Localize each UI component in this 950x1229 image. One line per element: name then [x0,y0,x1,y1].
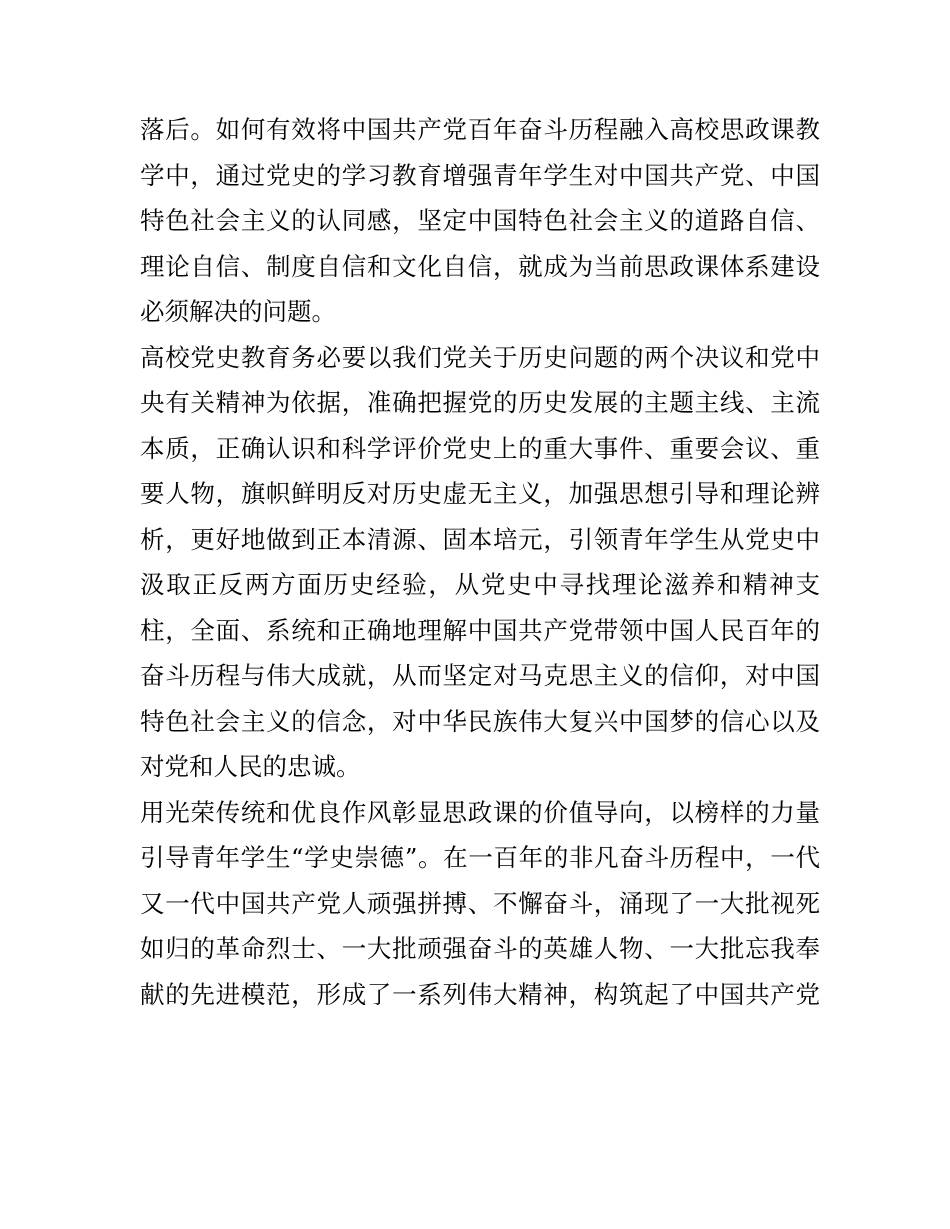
text-line: 柱，全面、系统和正确地理解中国共产党带领中国人民百年的 [140,615,820,645]
text-line: 特色社会主义的信念，对中华民族伟大复兴中国梦的信心以及 [140,706,820,736]
text-line: 高校党史教育务必要以我们党关于历史问题的两个决议和党中 [140,342,820,372]
text-line: 引导青年学生“学史崇德”。在一百年的非凡奋斗历程中，一代 [140,843,820,872]
text-line: 析，更好地做到正本清源、固本培元，引领青年学生从党史中 [140,524,820,554]
text-line: 汲取正反两方面历史经验，从党史中寻找理论滋养和精神支 [140,570,820,599]
paragraph-3 [140,790,820,1018]
text-line: 奋斗历程与伟大成就，从而坚定对马克思主义的信仰，对中国 [140,661,820,690]
text-line: 央有关精神为依据，准确把握党的历史发展的主题主线、主流 [140,388,820,417]
text-line: 献的先进模范，形成了一系列伟大精神，构筑起了中国共产党 [140,979,820,1009]
text-line: 要人物，旗帜鲜明反对历史虚无主义，加强思想引导和理论辨 [140,479,820,508]
text-line: 必须解决的问题。 [140,297,336,326]
text-line: 落后。如何有效将中国共产党百年奋斗历程融入高校思政课教 [140,115,820,144]
text-line: 本质，正确认识和科学评价党史上的重大事件、重要会议、重 [140,433,820,463]
paragraph-2 [140,335,820,790]
text-line: 特色社会主义的认同感，坚定中国特色社会主义的道路自信、 [140,206,820,235]
text-line: 对党和人民的忠诚。 [140,752,361,781]
text-line: 用光荣传统和优良作风彰显思政课的价值导向，以榜样的力量 [140,797,820,827]
text-line: 理论自信、制度自信和文化自信，就成为当前思政课体系建设 [140,251,820,281]
text-line: 如归的革命烈士、一大批顽强奋斗的英雄人物、一大批忘我奉 [140,934,820,963]
paragraph-1 [140,107,820,335]
text-line: 又一代中国共产党人顽强拼搏、不懈奋斗，涌现了一大批视死 [140,888,820,918]
body-text [140,107,820,1017]
text-line: 学中，通过党史的学习教育增强青年学生对中国共产党、中国 [140,160,820,190]
